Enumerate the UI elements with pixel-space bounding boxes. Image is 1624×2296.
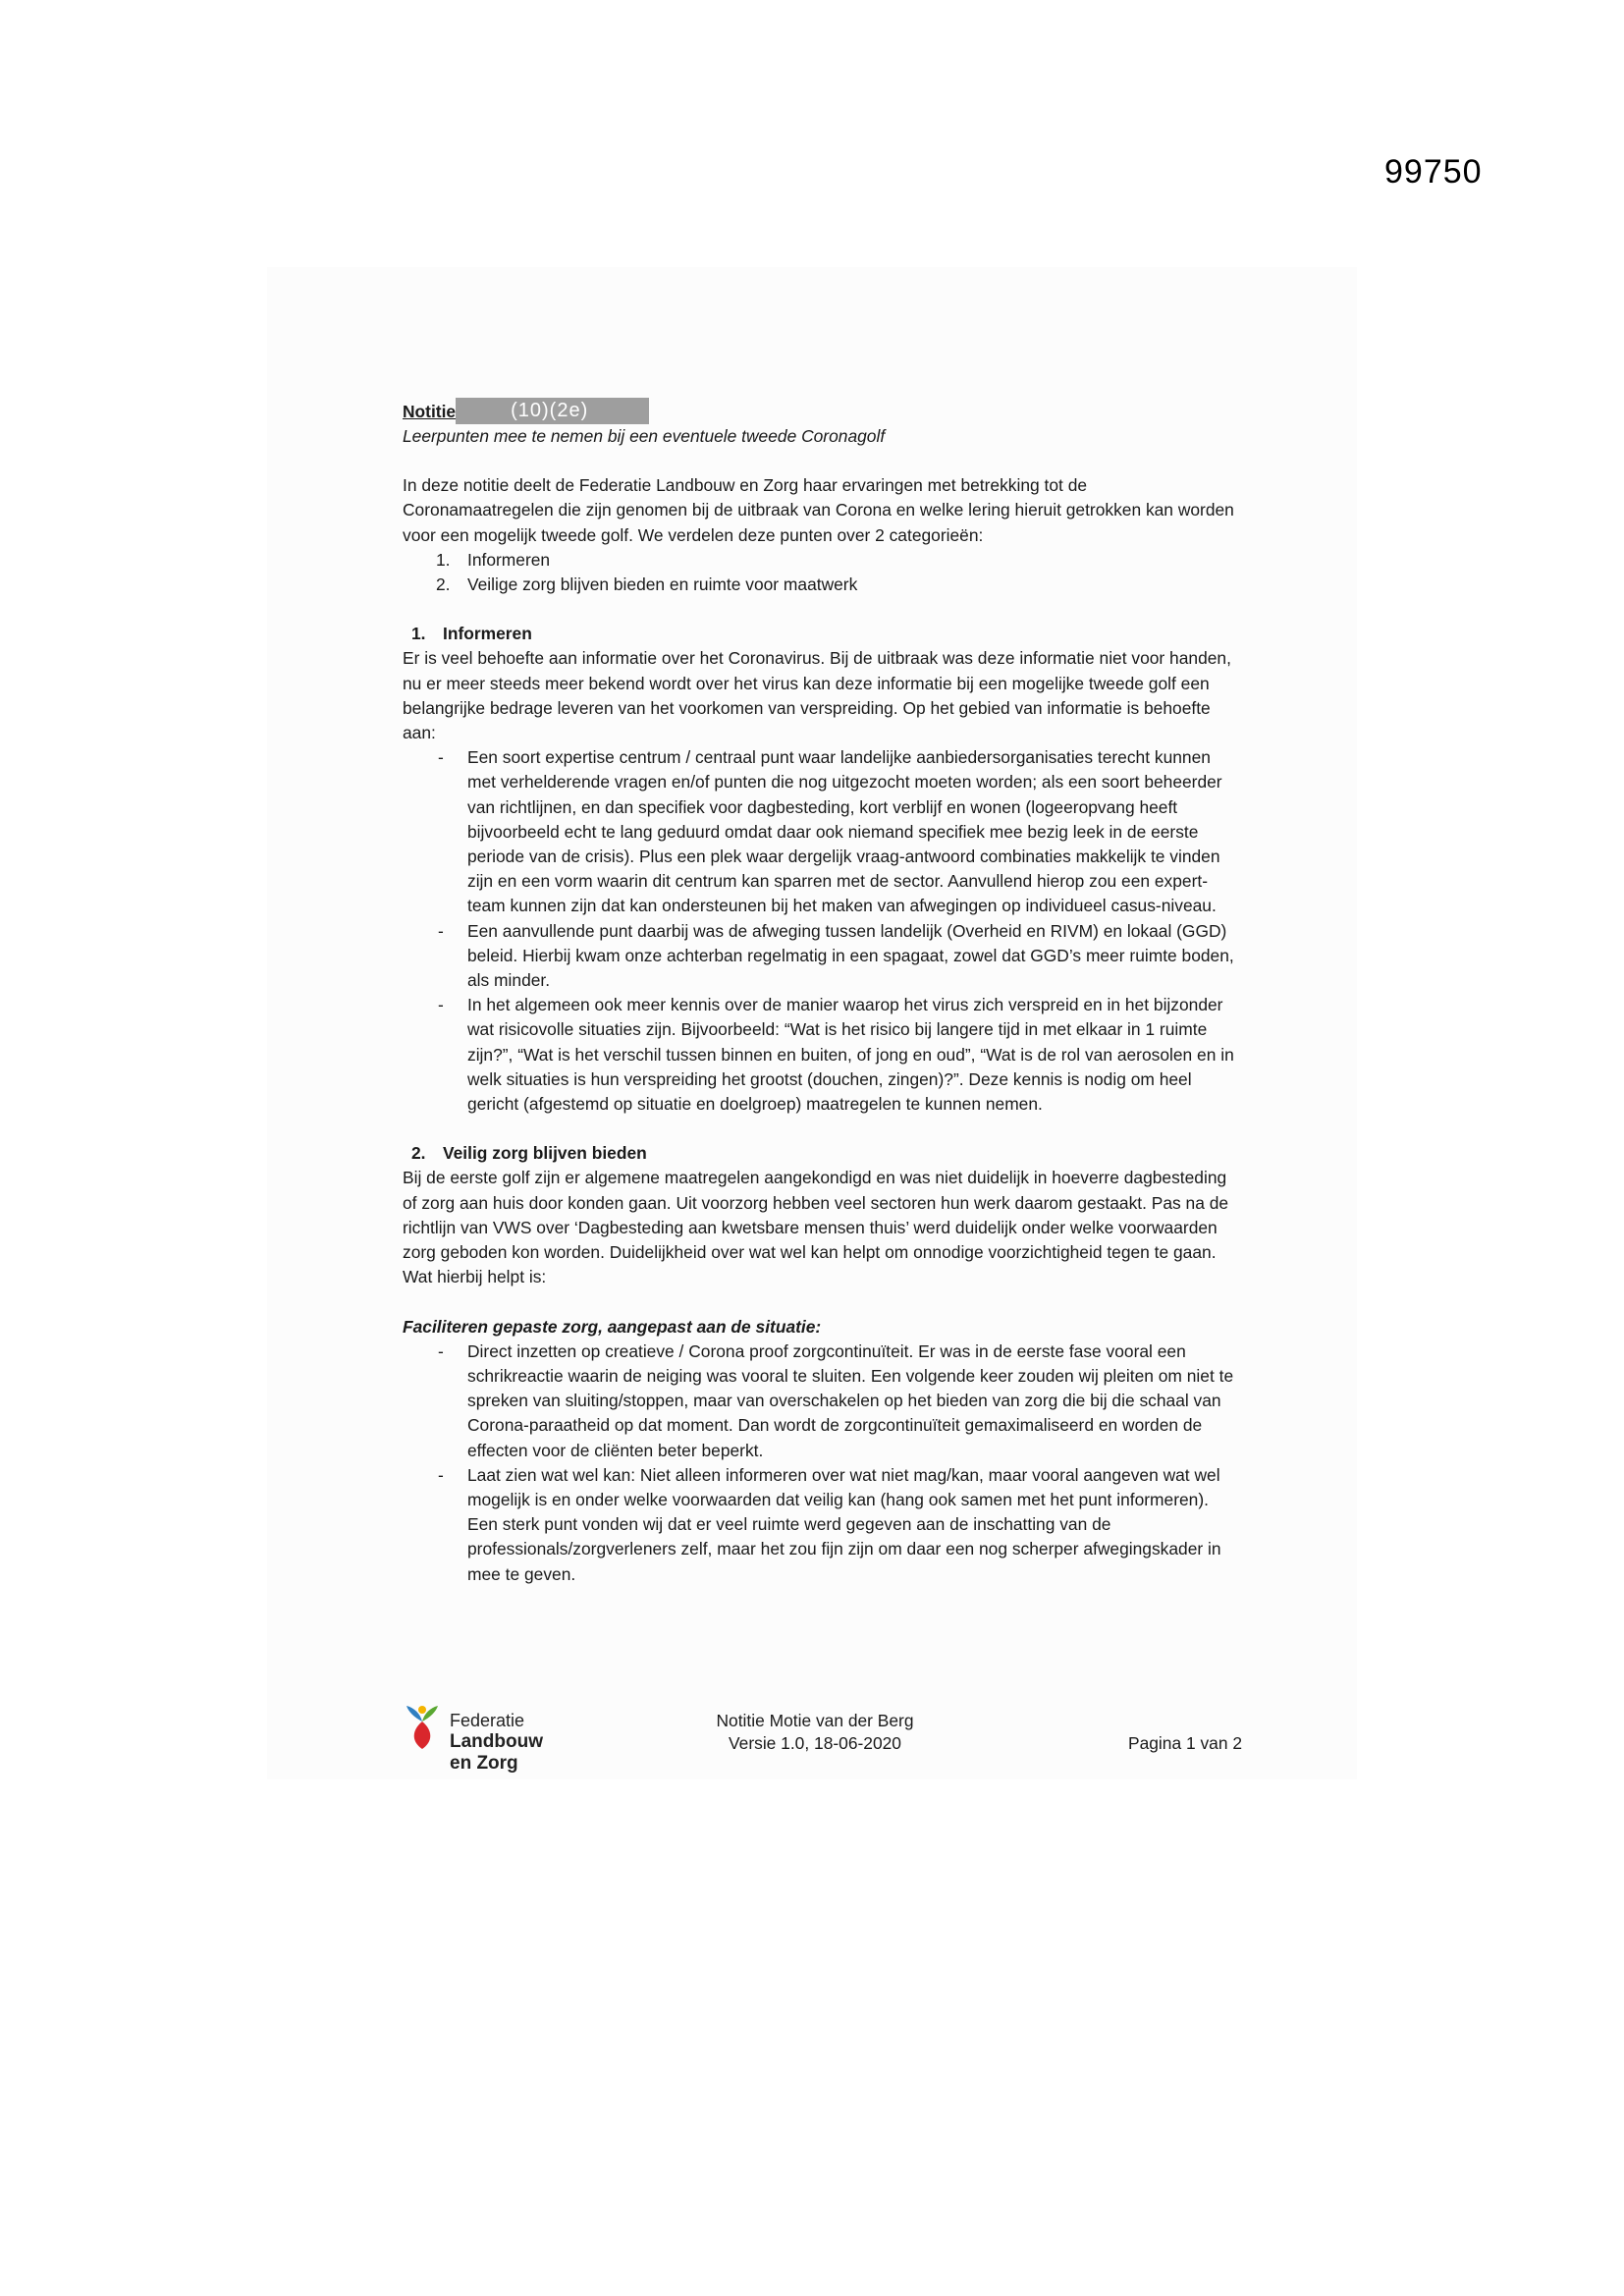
bullet-item: - Laat zien wat wel kan: Niet alleen informeren over wat niet mag/kan, maar vooral aangeven wat wel mogelijk is en onder welke voorwaarden dat veilig kan (hang ook samen met het punt informeren). Een sterk punt vonden wij dat er veel ruimte werd gegeven aan de inschatting van de professionals/zorgverleners zelf, maar het zou fijn zijn om daar een nog scherper afwegingskader in mee te geven. <box>438 1464 1221 1584</box>
bullet-list <box>403 745 1242 1117</box>
bullet-list <box>403 1339 1242 1587</box>
intro-paragraph: In deze notitie deelt de Federatie Landbouw en Zorg haar ervaringen met betrekking tot de Coronamaatregelen die zijn genomen bij de uitbraak van Corona en welke lering hieruit getrokken kan worden voor een mogelijk tweede golf. We verdelen deze punten over 2 categorieën: <box>403 475 1234 545</box>
federatie-logo-icon <box>403 1704 442 1751</box>
category-item: 2. Veilige zorg blijven bieden en ruimte voor maatwerk <box>436 574 858 595</box>
section-paragraph: Er is veel behoefte aan informatie over het Coronavirus. Bij de uitbraak was deze informatie niet voor handen, nu er meer steeds meer bekend wordt over het virus kan deze informatie bij een mogelijke tweede golf een belangrijke bedrage leveren van het voorkomen van verspreiding. Op het gebied van informatie is behoefte aan: <box>403 648 1231 743</box>
logo-line-3: en Zorg <box>450 1753 518 1774</box>
document-number: 99750 <box>1384 153 1483 191</box>
logo-line-1: Federatie <box>450 1711 525 1730</box>
section-paragraph: Bij de eerste golf zijn er algemene maatregelen aangekondigd en was niet duidelijk in hoeverre dagbesteding of zorg aan huis door konden gaan. Uit voorzorg hebben veel sectoren hun werk daarom gestaakt. Pas na de richtlijn van VWS over ‘Dagbesteding aan kwetsbare mensen thuis’ werd duidelijk onder welke voorwaarden zorg geboden kon worden. Duidelijkheid over wat wel kan helpt om onnodige voorzichtigheid tegen te gaan. Wat hierbij helpt is: <box>403 1168 1229 1287</box>
redaction-box: (10)(2e) <box>456 398 649 424</box>
title-line <box>403 398 1242 424</box>
bullet-item: - In het algemeen ook meer kennis over de manier waarop het virus zich verspreid en in het bijzonder wat risicovolle situaties zijn. Bijvoorbeeld: “Wat is het risico bij langere tijd in met elkaar in 1 ruimte zijn?”, “Wat is het verschil tussen binnen en buiten, of jong en oud”, “Wat is de rol van aerosolen en in welk situaties is hun verspreiding het grootst (douchen, zingen)?”. Deze kennis is nodig om heel gericht (afgestemd op situatie en doelgroep) maatregelen te kunnen nemen. <box>438 995 1234 1115</box>
page-number: Pagina 1 van 2 <box>1127 1733 1242 1753</box>
category-list <box>403 548 1242 597</box>
bullet-item: - Een aanvullende punt daarbij was de afweging tussen landelijk (Overheid en RIVM) en lokaal (GGD) beleid. Hierbij kwam onze achterban regelmatig in een spagaat, zowel dat GGD’s meer ruimte boden, als minder. <box>438 920 1234 991</box>
footer-version: Versie 1.0, 18-06-2020 <box>729 1733 901 1753</box>
section-heading-informeren: 1. Informeren <box>411 624 532 644</box>
page-title: Notitie <box>403 401 457 421</box>
page-content <box>403 398 1242 1587</box>
subheading: Faciliteren gepaste zorg, aangepast aan de situatie: <box>403 1316 822 1337</box>
category-item: 1. Informeren <box>436 549 551 570</box>
logo-line-2: Landbouw <box>450 1731 543 1752</box>
footer-doc-title: Notitie Motie van der Berg <box>716 1711 914 1730</box>
federatie-logo <box>403 1704 560 1782</box>
footer-document-info <box>707 1710 923 1755</box>
bullet-item: - Een soort expertise centrum / centraal punt waar landelijke aanbiedersorganisaties terecht kunnen met verhelderende vragen en/of punten die nog uitgezocht moeten worden; als een soort beheerder van richtlijnen, en dan specifiek voor dagbesteding, kort verblijf en wonen (logeeropvang heeft bijvoorbeeld echt te lang geduurd omdat daar ook niemand specifiek mee bezig leek in de eerste periode van de crisis). Plus een plek waar dergelijk vraag-antwoord combinaties makkelijk te vinden zijn en een vorm waarin dit centrum kan sparren met de sector. Aanvullend hierop zou een expert-team kunnen zijn dat kan ondersteunen bij het maken van afwegingen op individueel casus-niveau. <box>438 747 1222 916</box>
page-subtitle: Leerpunten mee te nemen bij een eventuele tweede Coronagolf <box>403 426 886 446</box>
page-footer <box>403 1704 1242 1782</box>
bullet-item: - Direct inzetten op creatieve / Corona proof zorgcontinuïteit. Er was in de eerste fase vooral een schrikreactie waarin de neiging was vooral te sluiten. Een volgende keer zouden wij pleiten om niet te spreken van sluiting/stoppen, maar van overschakelen op het bieden van zorg die bij die schaal van Corona-paraatheid op dat moment. Dan wordt de zorgcontinuïteit gemaximaliseerd en worden de effecten voor de cliënten beter beperkt. <box>438 1340 1234 1460</box>
section-heading-veilig-zorg: 2. Veilig zorg blijven bieden <box>411 1143 647 1164</box>
